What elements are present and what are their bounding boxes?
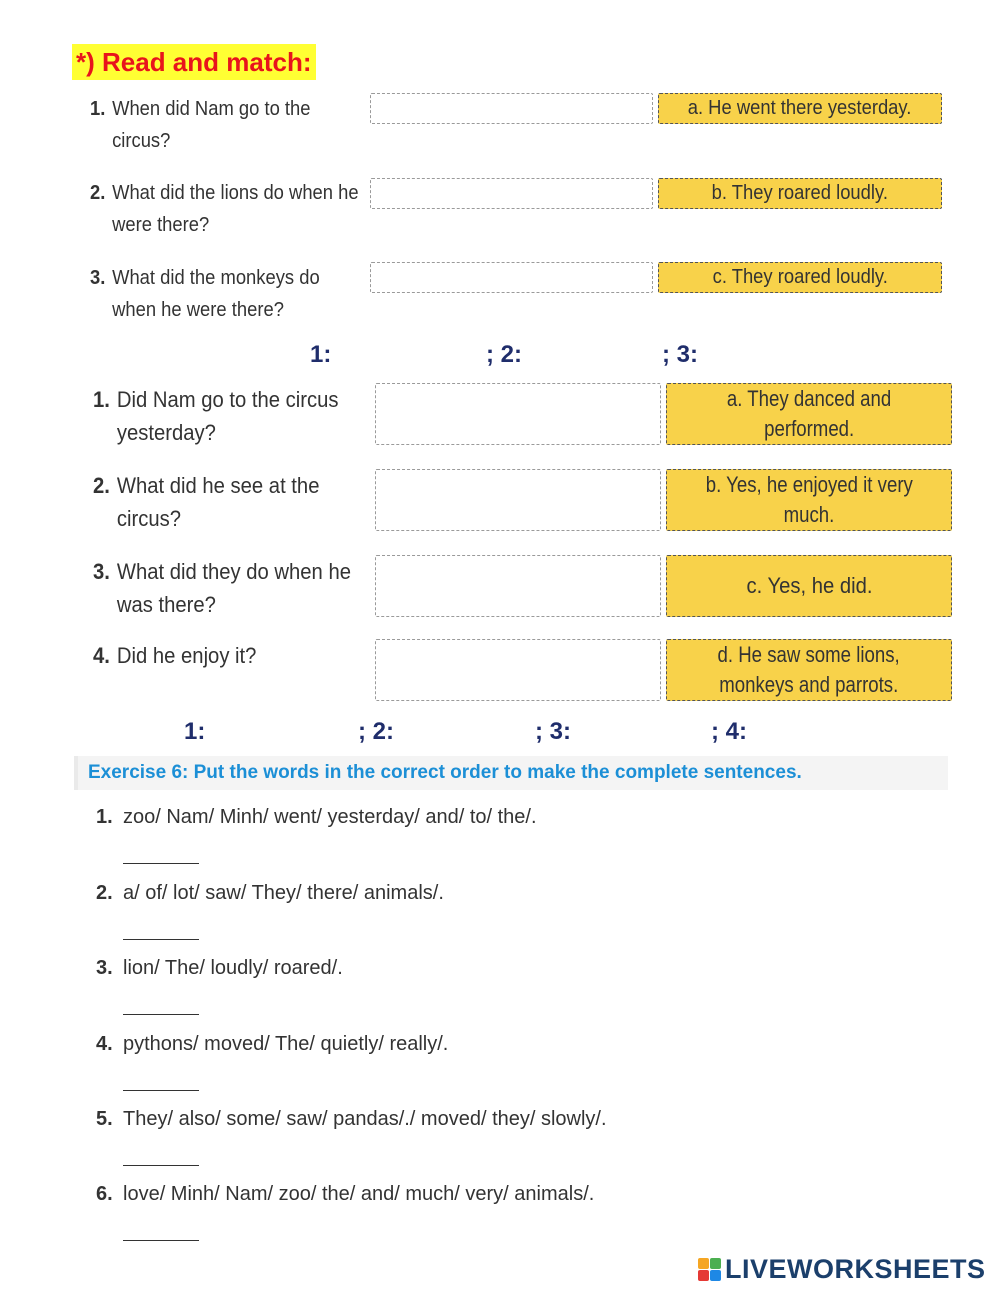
exercise-item-4	[96, 1030, 448, 1058]
question-text: What did the lions do when he	[112, 182, 359, 204]
item-number: 6.	[96, 1183, 113, 1205]
logo-text: LIVEWORKSHEETS	[725, 1254, 986, 1284]
answer-blank-4[interactable]	[123, 1090, 199, 1091]
question-number: 2.	[90, 182, 106, 204]
question-text-cont: circus?	[112, 130, 171, 152]
answer-key-label-3: ; 3:	[662, 341, 698, 368]
answer-option-c[interactable]	[658, 262, 942, 293]
logo-cube	[698, 1270, 709, 1281]
item-number: 3.	[96, 957, 113, 979]
question-number: 1.	[90, 98, 106, 120]
exercise-item-6	[96, 1180, 594, 1208]
question-text: What did the monkeys do	[112, 267, 320, 289]
logo-cubes-icon	[698, 1258, 721, 1281]
item-number: 1.	[96, 806, 113, 828]
match-drop-box-2[interactable]	[370, 178, 653, 209]
answer-key-label-6: ; 3:	[535, 718, 571, 745]
answer-key-label-5: ; 2:	[358, 718, 394, 745]
answer-option-2c[interactable]	[666, 555, 952, 617]
logo-cube	[710, 1270, 721, 1281]
question-number: 4.	[93, 643, 110, 668]
exercise-heading: Exercise 6: Put the words in the correct order to make the complete sentences.	[88, 762, 802, 783]
answer-text: c. Yes, he did.	[745, 573, 873, 598]
answer-blank-6[interactable]	[123, 1240, 199, 1241]
answer-option-2b[interactable]	[666, 469, 952, 531]
answer-option-2a[interactable]	[666, 383, 952, 445]
item-number: 4.	[96, 1033, 113, 1055]
answer-text: c. They roared loudly.	[712, 266, 888, 288]
question-text-cont: yesterday?	[116, 420, 216, 445]
answer-option-a[interactable]	[658, 93, 942, 124]
answer-text-cont: much.	[783, 502, 835, 527]
exercise-item-5	[96, 1105, 607, 1133]
question-number: 2.	[93, 473, 110, 498]
question-text: What did they do when he	[116, 559, 351, 584]
part2-question-1	[93, 383, 339, 449]
answer-text: a. They danced and	[726, 386, 892, 411]
question-text-cont: were there?	[112, 214, 210, 236]
page-title: *) Read and match:	[72, 44, 316, 80]
item-number: 2.	[96, 882, 113, 904]
answer-option-b[interactable]	[658, 178, 942, 209]
item-text: zoo/ Nam/ Minh/ went/ yesterday/ and/ to/ the/.	[123, 806, 537, 828]
answer-blank-5[interactable]	[123, 1165, 199, 1166]
part2-question-2	[93, 469, 319, 535]
answer-text: d. He saw some lions,	[717, 642, 901, 667]
question-text: Did Nam go to the circus	[116, 387, 339, 412]
exercise-item-1	[96, 803, 537, 831]
answer-blank-2[interactable]	[123, 939, 199, 940]
item-text: a/ of/ lot/ saw/ They/ there/ animals/.	[123, 882, 444, 904]
answer-blank-3[interactable]	[123, 1014, 199, 1015]
part1-question-1	[90, 93, 311, 157]
match-drop-box-3[interactable]	[370, 262, 653, 293]
question-number: 3.	[93, 559, 110, 584]
match-drop-box-4[interactable]	[375, 383, 661, 445]
part2-question-4	[93, 639, 256, 672]
answer-key-label-2: ; 2:	[486, 341, 522, 368]
question-text-cont: circus?	[116, 506, 182, 531]
logo-cube	[698, 1258, 709, 1269]
exercise-item-3	[96, 954, 343, 982]
question-text: What did he see at the	[116, 473, 320, 498]
exercise-item-2	[96, 879, 444, 907]
item-text: love/ Minh/ Nam/ zoo/ the/ and/ much/ very/ animals/.	[123, 1183, 595, 1205]
answer-key-label-7: ; 4:	[711, 718, 747, 745]
question-text-cont: when he were there?	[112, 299, 284, 321]
item-text: pythons/ moved/ The/ quietly/ really/.	[123, 1033, 449, 1055]
answer-text-cont: performed.	[763, 416, 855, 441]
answer-key-label-4: 1:	[184, 718, 206, 745]
part1-question-2	[90, 177, 359, 241]
logo-cube	[710, 1258, 721, 1269]
item-number: 5.	[96, 1108, 113, 1130]
part2-question-3	[93, 555, 351, 621]
question-text: When did Nam go to the	[112, 98, 311, 120]
question-number: 3.	[90, 267, 106, 289]
answer-text: b. Yes, he enjoyed it very	[705, 472, 913, 497]
question-text: Did he enjoy it?	[116, 643, 257, 668]
match-drop-box-5[interactable]	[375, 469, 661, 531]
match-drop-box-7[interactable]	[375, 639, 661, 701]
answer-key-label-1: 1:	[310, 341, 332, 368]
question-number: 1.	[93, 387, 110, 412]
match-drop-box-1[interactable]	[370, 93, 653, 124]
answer-blank-1[interactable]	[123, 863, 199, 864]
question-text-cont: was there?	[116, 592, 216, 617]
liveworksheets-logo	[698, 1254, 986, 1285]
match-drop-box-6[interactable]	[375, 555, 661, 617]
part1-question-3	[90, 262, 320, 326]
answer-text: b. They roared loudly.	[711, 182, 889, 204]
item-text: lion/ The/ loudly/ roared/.	[123, 957, 343, 979]
answer-text: a. He went there yesterday.	[688, 97, 912, 119]
item-text: They/ also/ some/ saw/ pandas/./ moved/ they/ slowly/.	[123, 1108, 607, 1130]
answer-option-2d[interactable]	[666, 639, 952, 701]
answer-text-cont: monkeys and parrots.	[719, 672, 899, 697]
